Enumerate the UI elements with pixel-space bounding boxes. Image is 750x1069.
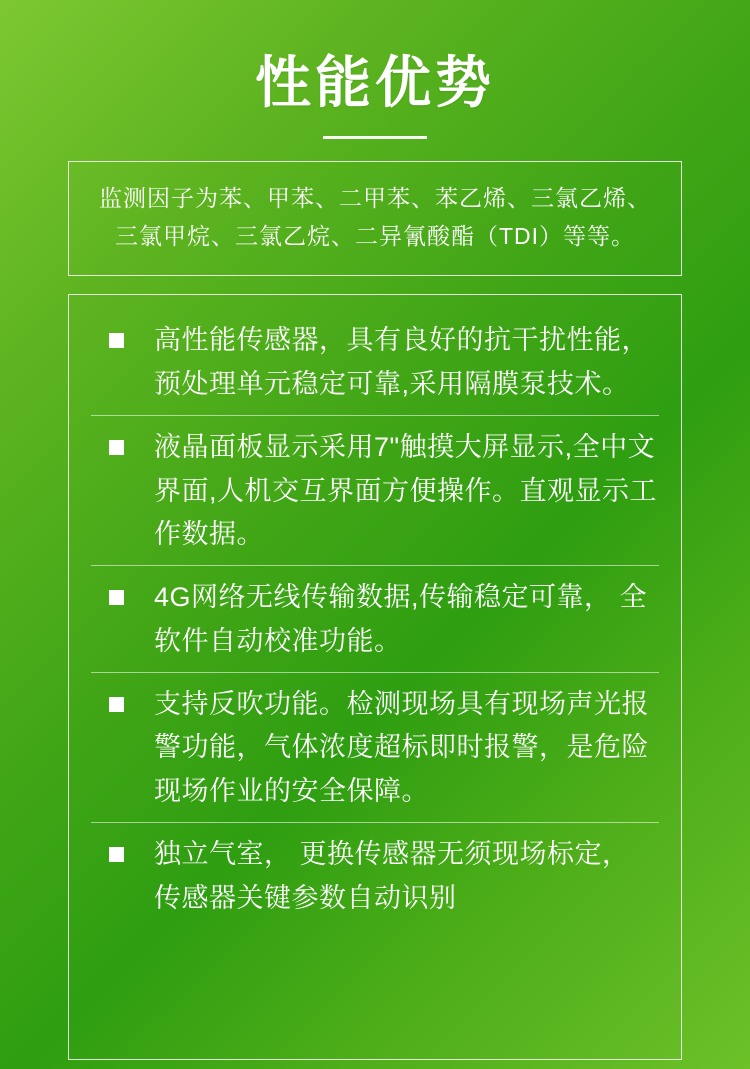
feature-text: 支持反吹功能。检测现场具有现场声光报警功能，气体浓度超标即时报警，是危险现场作业的安全保障。 (154, 688, 649, 807)
square-bullet-icon (109, 440, 124, 455)
monitoring-factors-box (68, 161, 682, 277)
square-bullet-icon (109, 847, 124, 862)
list-item (91, 673, 659, 823)
square-bullet-icon (109, 333, 124, 348)
square-bullet-icon (109, 590, 124, 605)
feature-text: 高性能传感器，具有良好的抗干扰性能， 预处理单元稳定可靠,采用隔膜泵技术。 (154, 325, 649, 400)
list-item (91, 309, 659, 415)
feature-text: 液晶面板显示采用7"触摸大屏显示,全中文界面,人机交互界面方便操作。直观显示工作数据。 (154, 431, 658, 550)
title-underline (323, 136, 427, 139)
list-item (91, 416, 659, 566)
feature-text: 独立气室， 更换传感器无须现场标定， 传感器关键参数自动识别 (154, 838, 630, 913)
list-item (91, 823, 659, 928)
monitoring-factors-line-2: 三氯甲烷、三氯乙烷、二异氰酸酯（TDI）等等。 (114, 222, 636, 249)
feature-text: 4G网络无线传输数据,传输稳定可靠， 全软件自动校准功能。 (154, 582, 648, 656)
square-bullet-icon (109, 697, 124, 712)
list-item (91, 566, 659, 672)
page-title: 性能优势 (255, 51, 495, 114)
monitoring-factors-line-1: 监测因子为苯、甲苯、二甲苯、苯乙烯、三氯乙烯、 (99, 184, 651, 211)
features-box (68, 294, 682, 1060)
